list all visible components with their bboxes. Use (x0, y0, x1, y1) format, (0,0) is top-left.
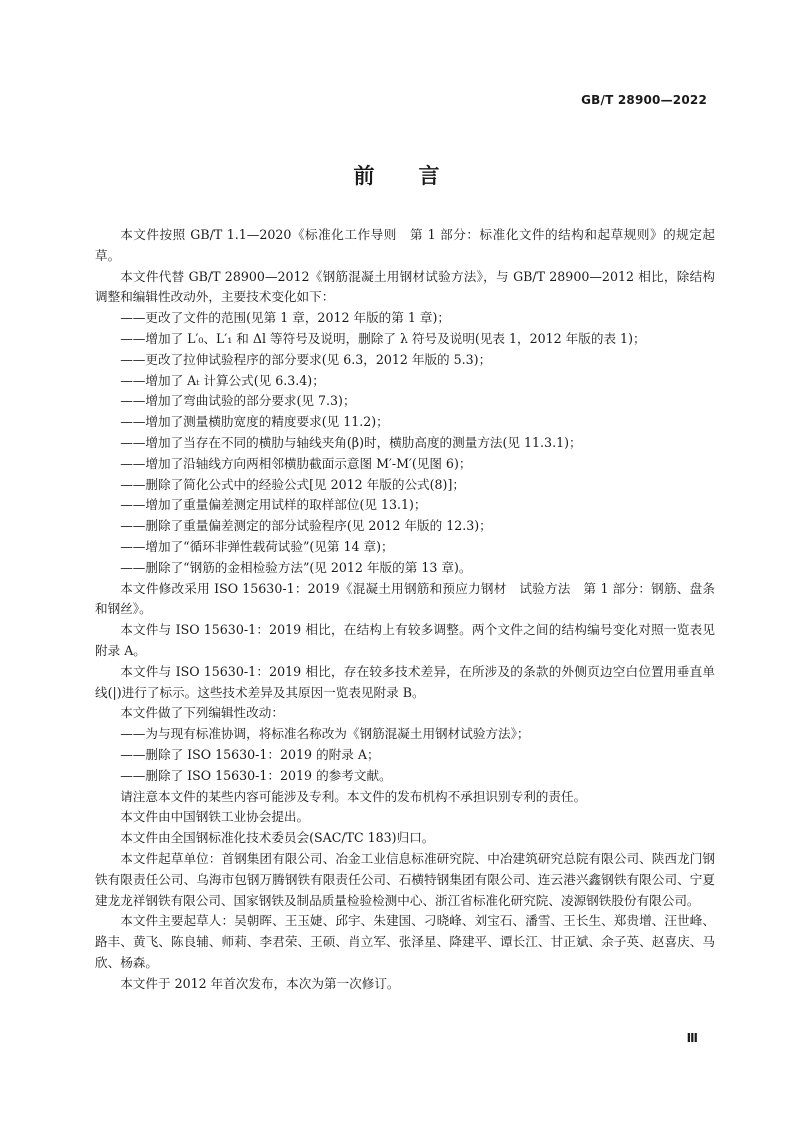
list-item: ——增加了弯曲试验的部分要求(见 7.3)； (120, 393, 356, 409)
list-item: ——删除了 ISO 15630-1：2019 的参考文献。 (120, 767, 392, 783)
paragraph: 本文件主要起草人：吴朝晖、王玉婕、邱宇、朱建国、刁晓峰、刘宝石、潘雪、王长生、郑贵增、汪世峰、路丰、黄飞、陈良辅、师莉、李君荣、王硕、肖立军、张泽星、降建平、谭长江、甘正斌、余子英、赵喜庆、马欣、杨森。 (95, 913, 715, 970)
paragraph: 本文件做了下列编辑性改动： (120, 705, 284, 721)
paragraph: 请注意本文件的某些内容可能涉及专利。本文件的发布机构不承担识别专利的责任。 (120, 788, 587, 804)
list-item: ——增加了测量横肋宽度的精度要求(见 11.2)； (120, 414, 389, 430)
standard-code: GB/T 28900—2022 (581, 93, 707, 107)
list-item: ——增加了当存在不同的横肋与轴线夹角(β)时，横肋高度的测量方法(见 11.3.1)； (120, 434, 582, 450)
paragraph: 本文件代替 GB/T 28900—2012《钢筋混凝土用钢材试验方法》，与 GB/T 28900—2012 相比，除结构调整和编辑性改动外，主要技术变化如下： (95, 268, 715, 305)
list-item: ——增加了 Aₜ 计算公式(见 6.3.4)； (120, 372, 325, 388)
paragraph: 本文件由全国钢标准化技术委员会(SAC/TC 183)归口。 (120, 830, 435, 846)
paragraph: 本文件由中国钢铁工业协会提出。 (120, 809, 310, 825)
page-title: 前言 (353, 164, 484, 188)
paragraph: 本文件起草单位：首钢集团有限公司、冶金工业信息标准研究院、中冶建筑研究总院有限公司、陕西龙门钢铁有限责任公司、乌海市包钢万腾钢铁有限责任公司、石横特钢集团有限公司、连云港兴鑫钢铁有限公司、宁夏建龙龙祥钢铁有限公司、国家钢铁及制品质量检验检测中心、浙江省标准化研究院、凌源钢铁股份有限公司。 (95, 850, 715, 908)
list-item: ——增加了沿轴线方向两相邻横肋截面示意图 M′-M′(见图 6)； (120, 455, 472, 471)
list-item: ——增加了 L′₀、L′₁ 和 Δl 等符号及说明，删除了 λ 符号及说明(见表 1，2012 年版的表 1)； (120, 330, 646, 346)
paragraph: 本文件于 2012 年首次发布，本次为第一次修订。 (120, 975, 400, 991)
paragraph: 本文件与 ISO 15630-1：2019 相比，在结构上有较多调整。两个文件之间的结构编号变化对照一览表见附录 A。 (95, 622, 715, 658)
foreword-body (95, 225, 715, 994)
list-item: ——为与现有标准协调，将标准名称改为《钢筋混凝土用钢材试验方法》； (120, 726, 530, 742)
paragraph: 本文件按照 GB/T 1.1—2020《标准化工作导则 第 1 部分：标准化文件的结构和起草规则》的规定起草。 (95, 227, 715, 263)
page-number: Ⅲ (686, 1031, 698, 1045)
list-item: ——删除了重量偏差测定的部分试验程序(见 2012 年版的 12.3)； (120, 518, 492, 534)
paragraph: 本文件与 ISO 15630-1：2019 相比，存在较多技术差异，在所涉及的条款的外侧页边空白位置用垂直单线(|)进行了标示。这些技术差异及其原因一览表见附录 B。 (95, 663, 715, 700)
list-item: ——更改了拉伸试验程序的部分要求(见 6.3，2012 年版的 5.3)； (120, 351, 492, 367)
list-item: ——增加了“循环非弹性载荷试验”(见第 14 章)； (120, 538, 394, 554)
list-item: ——删除了“钢筋的金相检验方法”(见 2012 年版的第 13 章)。 (120, 559, 472, 575)
paragraph: 本文件修改采用 ISO 15630-1：2019《混凝土用钢筋和预应力钢材 试验方法 第 1 部分：钢筋、盘条和钢丝》。 (95, 580, 715, 617)
list-item: ——增加了重量偏差测定用试样的取样部位(见 13.1)； (120, 497, 427, 513)
list-item: ——删除了 ISO 15630-1：2019 的附录 A； (120, 746, 380, 762)
list-item: ——删除了简化公式中的经验公式[见 2012 年版的公式(8)]； (120, 476, 465, 492)
list-item: ——更改了文件的范围(见第 1 章，2012 年版的第 1 章)； (120, 310, 450, 326)
